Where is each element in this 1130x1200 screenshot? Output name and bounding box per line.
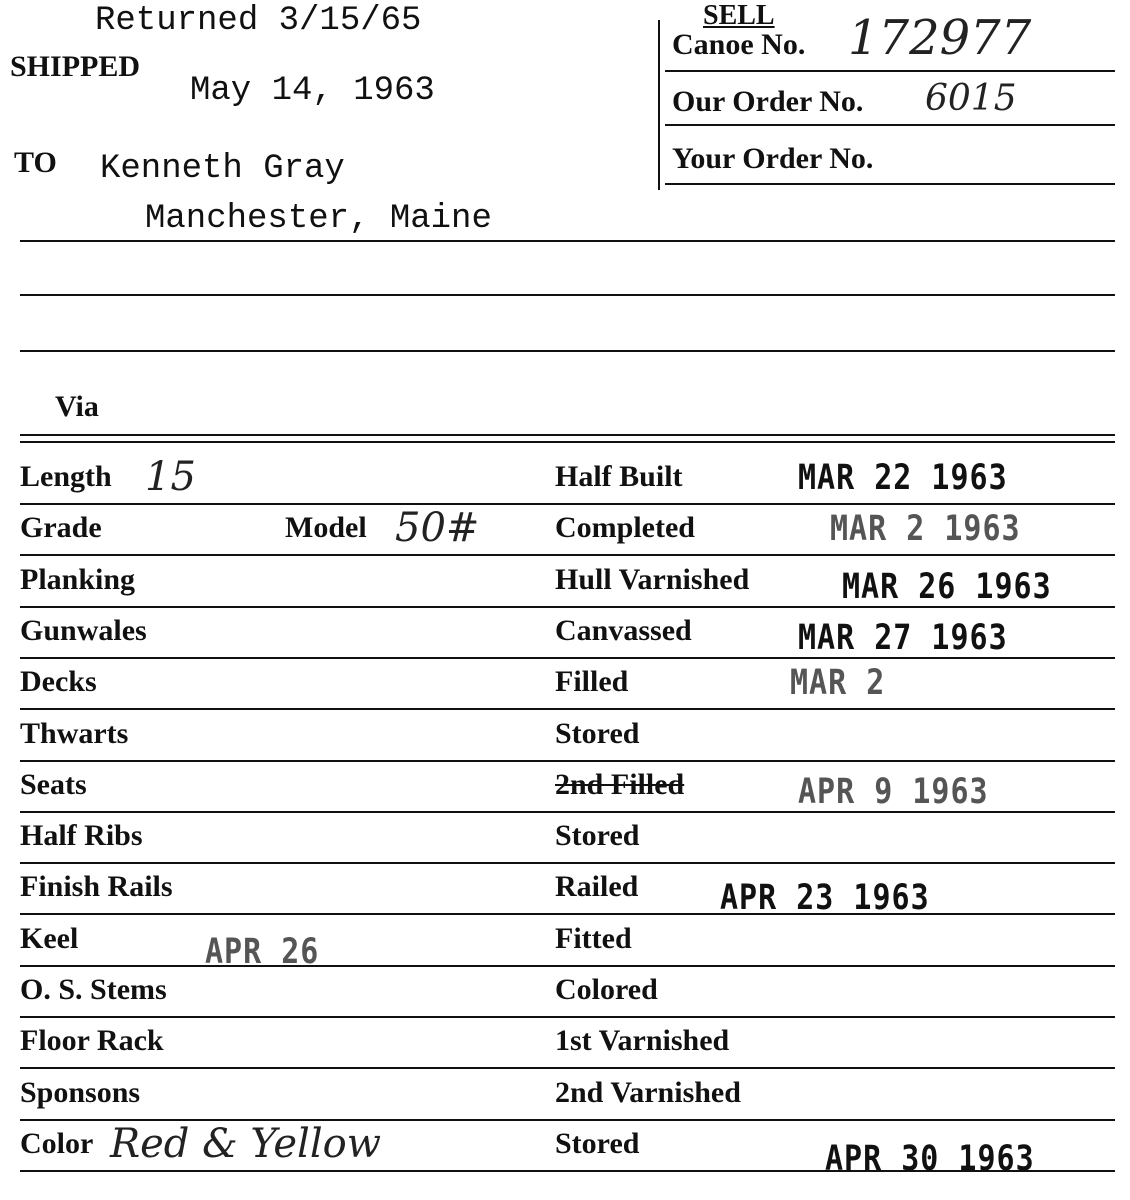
row-stage-label: Colored (555, 973, 658, 1006)
row-rule (20, 1067, 1115, 1069)
row-stage-label: Filled (555, 665, 629, 698)
returned-note: Returned 3/15/65 (95, 2, 422, 40)
order-box-line (665, 124, 1115, 126)
date-stamp: MAR 27 1963 (798, 618, 1008, 659)
to-label: TO (14, 146, 57, 179)
row-rule (20, 1016, 1115, 1018)
our-order-value: 6015 (925, 78, 1017, 119)
row-rule (20, 862, 1115, 864)
row-stage-label: Stored (555, 717, 640, 750)
date-stamp: APR 9 1963 (798, 772, 989, 813)
our-order-label: Our Order No. (672, 85, 864, 118)
address-line (20, 350, 1115, 352)
row-stage-label: 2nd Filled (555, 768, 685, 801)
row-label: Length (20, 460, 112, 493)
row-stage-label: Stored (555, 1127, 640, 1160)
row-label: Keel (20, 922, 79, 955)
row-label: Finish Rails (20, 870, 173, 903)
row-stage-label: Stored (555, 819, 640, 852)
row-rule (20, 708, 1115, 710)
order-box-line (665, 183, 1115, 185)
via-label: Via (55, 390, 99, 423)
model-label: Model (285, 511, 367, 544)
order-box-divider (658, 20, 660, 190)
row-label: Thwarts (20, 717, 129, 750)
row-label: Grade (20, 511, 102, 544)
row-rule (20, 606, 1115, 608)
date-stamp: MAR 26 1963 (842, 567, 1052, 608)
row-stage-label: 2nd Varnished (555, 1076, 741, 1109)
row-rule (20, 503, 1115, 505)
row-rule (20, 1170, 1115, 1172)
shipped-label: SHIPPED (10, 50, 141, 83)
row-left-value: Red & Yellow (110, 1121, 381, 1167)
row-label: O. S. Stems (20, 973, 167, 1006)
row-label: Half Ribs (20, 819, 143, 852)
model-value: 50# (395, 505, 480, 551)
row-label: Seats (20, 768, 87, 801)
row-stage-label: Hull Varnished (555, 563, 750, 596)
row-label: Planking (20, 563, 136, 596)
row-stage-label: 1st Varnished (555, 1024, 730, 1057)
canoe-no-value: 172977 (848, 10, 1032, 66)
canoe-no-label: Canoe No. (672, 28, 806, 61)
date-stamp: MAR 2 1963 (830, 509, 1021, 550)
to-address: Manchester, Maine (145, 200, 492, 238)
date-stamp: APR 23 1963 (720, 878, 930, 919)
row-rule (20, 811, 1115, 813)
to-name: Kenneth Gray (100, 150, 345, 188)
address-line (20, 240, 1115, 242)
row-stage-label: Canvassed (555, 614, 692, 647)
row-rule (20, 760, 1115, 762)
row-rule (20, 657, 1115, 659)
your-order-label: Your Order No. (672, 142, 874, 175)
row-label: Color (20, 1127, 94, 1160)
row-rule (20, 554, 1115, 556)
address-line (20, 294, 1115, 296)
via-line (20, 434, 1115, 436)
row-left-value: APR 26 (205, 932, 320, 973)
sell-label: SELL (703, 0, 775, 31)
row-stage-label: Fitted (555, 922, 632, 955)
row-rule (20, 913, 1115, 915)
shipped-date: May 14, 1963 (190, 72, 435, 110)
row-left-value: 15 (145, 454, 196, 500)
date-stamp: APR 30 1963 (825, 1139, 1035, 1180)
row-stage-label: Railed (555, 870, 639, 903)
row-rule (20, 965, 1115, 967)
date-stamp: MAR 2 (790, 663, 886, 704)
row-label: Gunwales (20, 614, 147, 647)
row-label: Floor Rack (20, 1024, 164, 1057)
order-box-line (665, 70, 1115, 72)
row-stage-label: Half Built (555, 460, 683, 493)
row-label: Decks (20, 665, 97, 698)
date-stamp: MAR 22 1963 (798, 458, 1008, 499)
row-label: Sponsons (20, 1076, 141, 1109)
row-stage-label: Completed (555, 511, 695, 544)
via-line-double (20, 441, 1115, 443)
